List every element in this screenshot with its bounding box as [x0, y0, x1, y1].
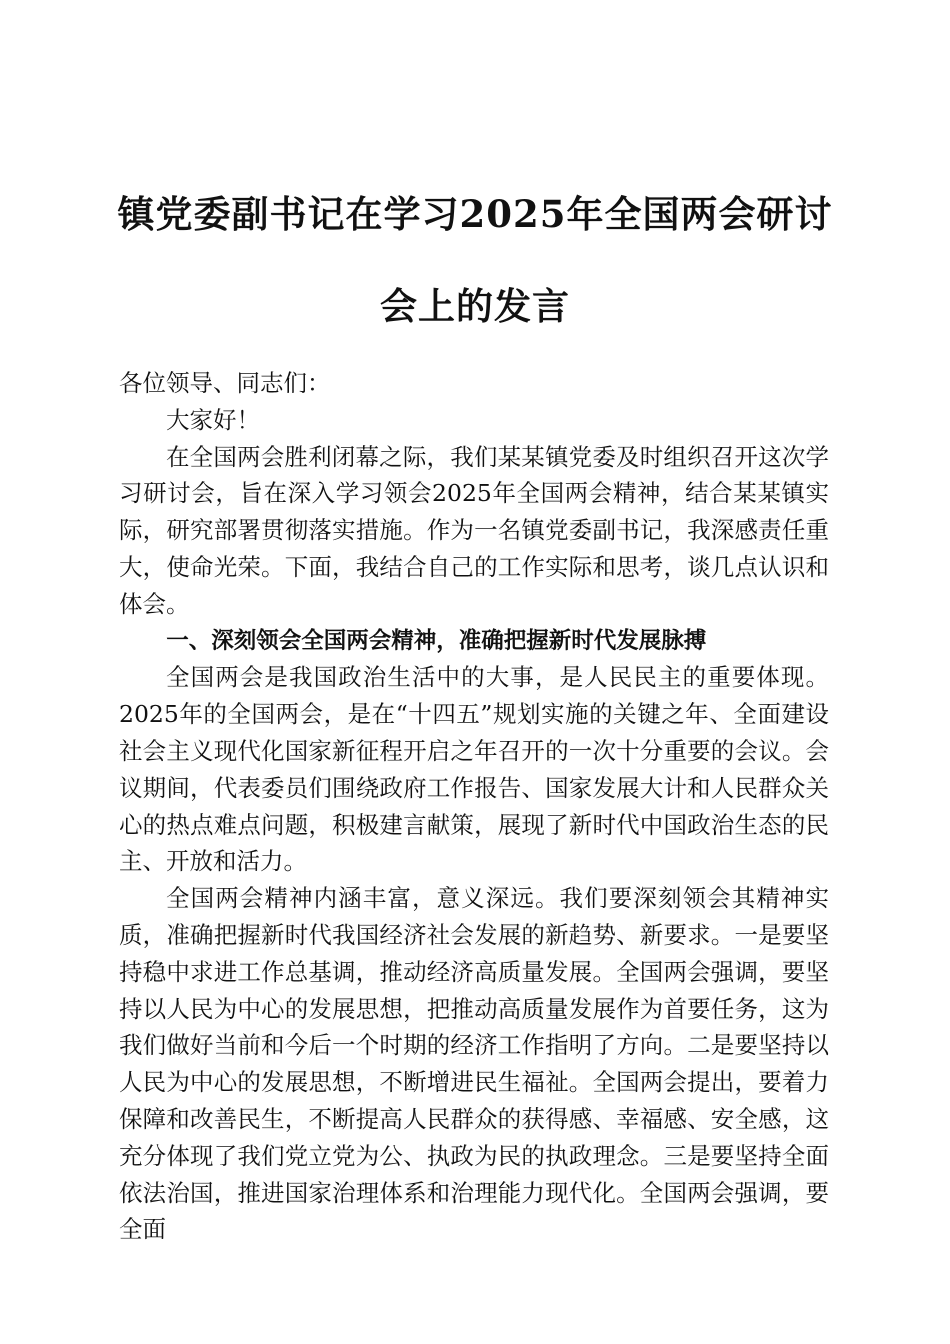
- body-paragraph: 全国两会精神内涵丰富，意义深远。我们要深刻领会其精神实质，准确把握新时代我国经济社会发展的新趋势、新要求。一是要坚持稳中求进工作总基调，推动经济高质量发展。全国两会强调，要坚持以人民为中心的发展思想，把推动高质量发展作为首要任务，这为我们做好当前和今后一个时期的经济工作指明了方向。二是要坚持以人民为中心的发展思想，不断增进民生福祉。全国两会提出，要着力保障和改善民生，不断提高人民群众的获得感、幸福感、安全感，这充分体现了我们党立党为公、执政为民的执政理念。三是要坚持全面依法治国，推进国家治理体系和治理能力现代化。全国两会强调，要全面: [119, 884, 829, 1244]
- body-paragraph: 在全国两会胜利闭幕之际，我们某某镇党委及时组织召开这次学习研讨会，旨在深入学习领会2025年全国两会精神，结合某某镇实际，研究部署贯彻落实措施。作为一名镇党委副书记，我深感责任重大，使命光荣。下面，我结合自己的工作实际和思考，谈几点认识和体会。: [119, 442, 829, 618]
- document-title: 镇党委副书记在学习2025年全国两会研讨会上的发言: [117, 192, 833, 328]
- salutation: 各位领导、同志们：: [119, 369, 331, 397]
- greeting: 大家好！: [166, 405, 260, 434]
- section-heading: 一、深刻领会全国两会精神，准确把握新时代发展脉搏: [166, 627, 707, 654]
- document-body: [119, 365, 829, 1248]
- body-paragraph: 全国两会是我国政治生活中的大事，是人民民主的重要体现。2025年的全国两会，是在“十四五”规划实施的关键之年、全面建设社会主义现代化国家新征程开启之年召开的一次十分重要的会议。会议期间，代表委员们围绕政府工作报告、国家发展大计和人民群众关心的热点难点问题，积极建言献策，展现了新时代中国政治生态的民主、开放和活力。: [119, 663, 829, 876]
